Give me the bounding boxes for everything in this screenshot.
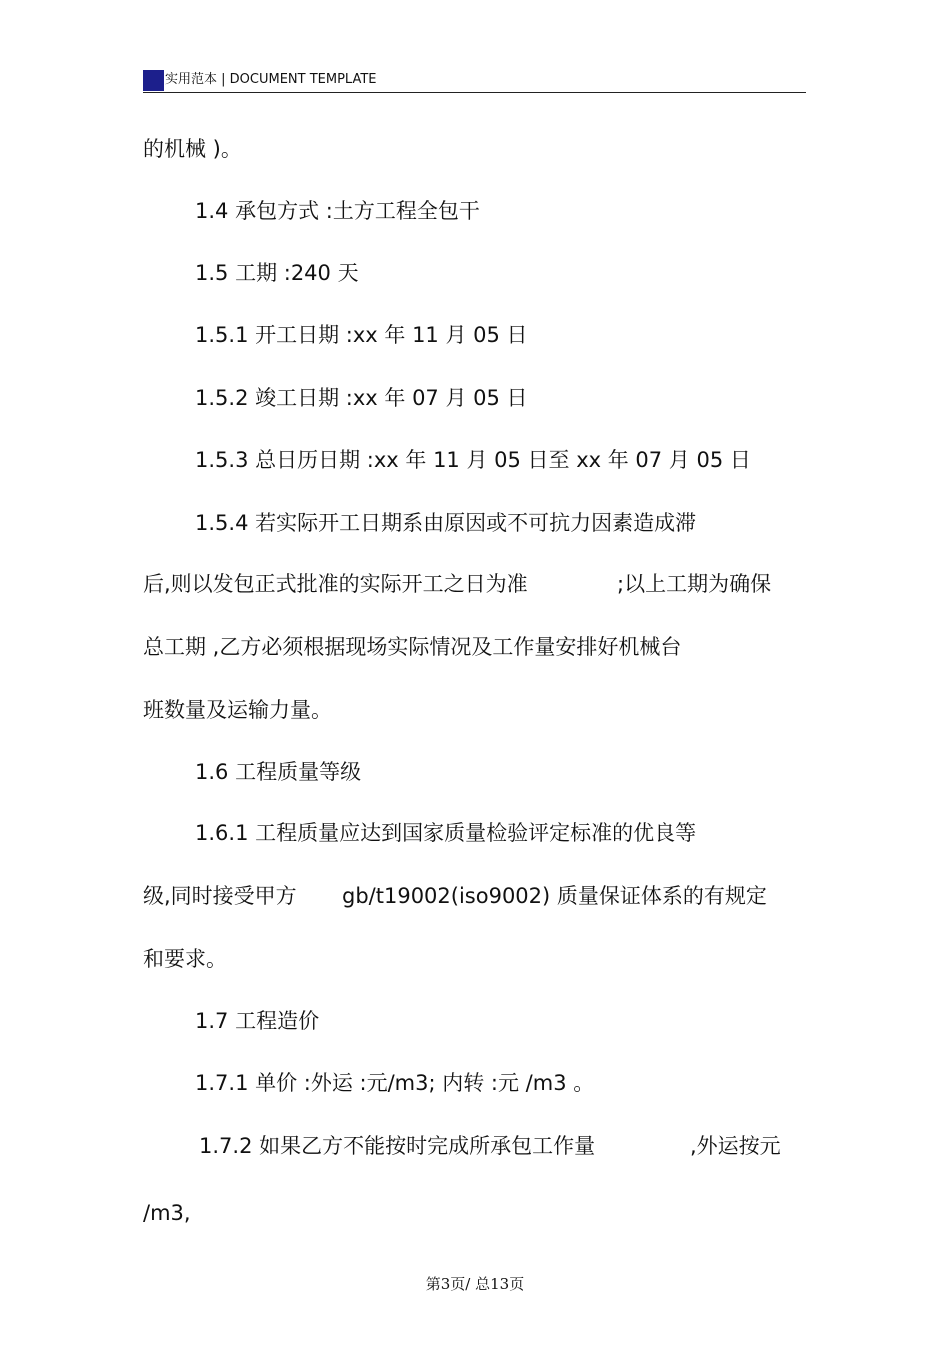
section-1-5: 1.5 工期 :240 天: [195, 261, 359, 285]
body-line: 班数量及运输力量。: [143, 698, 332, 722]
body-line: gb/t19002(iso9002) 质量保证体系的有规定: [342, 884, 767, 908]
header-rule: [143, 92, 806, 93]
section-1-5-2: 1.5.2 竣工日期 :xx 年 07 月 05 日: [195, 386, 528, 410]
body-line: 后,则以发包正式批准的实际开工之日为准: [143, 572, 528, 596]
body-line: 总工期 ,乙方必须根据现场实际情况及工作量安排好机械台: [143, 635, 682, 659]
page-header: [143, 70, 806, 94]
body-line: 的机械 )。: [143, 137, 242, 161]
section-1-6-1: 1.6.1 工程质量应达到国家质量检验评定标准的优良等: [195, 821, 697, 845]
section-1-5-3: 1.5.3 总日历日期 :xx 年 11 月 05 日至 xx 年 07 月 05 日: [195, 448, 751, 472]
header-logo-mark: [143, 70, 164, 91]
header-title: 实用范本 | DOCUMENT TEMPLATE: [165, 72, 377, 87]
section-1-5-1: 1.5.1 开工日期 :xx 年 11 月 05 日: [195, 323, 528, 347]
body-line: 级,同时接受甲方: [143, 884, 297, 908]
section-1-7: 1.7 工程造价: [195, 1009, 320, 1033]
body-line: ,外运按元: [690, 1134, 781, 1158]
section-1-5-4: 1.5.4 若实际开工日期系由原因或不可抗力因素造成滞: [195, 511, 697, 535]
body-line: /m3,: [143, 1201, 191, 1225]
body-line: ;以上工期为确保: [617, 572, 772, 596]
section-1-7-1: 1.7.1 单价 :外运 :元/m3; 内转 :元 /m3 。: [195, 1071, 595, 1095]
section-1-7-2: 1.7.2 如果乙方不能按时完成所承包工作量: [199, 1134, 596, 1158]
section-1-4: 1.4 承包方式 :土方工程全包干: [195, 199, 480, 223]
body-line: 和要求。: [143, 947, 227, 971]
section-1-6: 1.6 工程质量等级: [195, 760, 362, 784]
page-number: 第3页/ 总13页: [425, 1275, 525, 1293]
